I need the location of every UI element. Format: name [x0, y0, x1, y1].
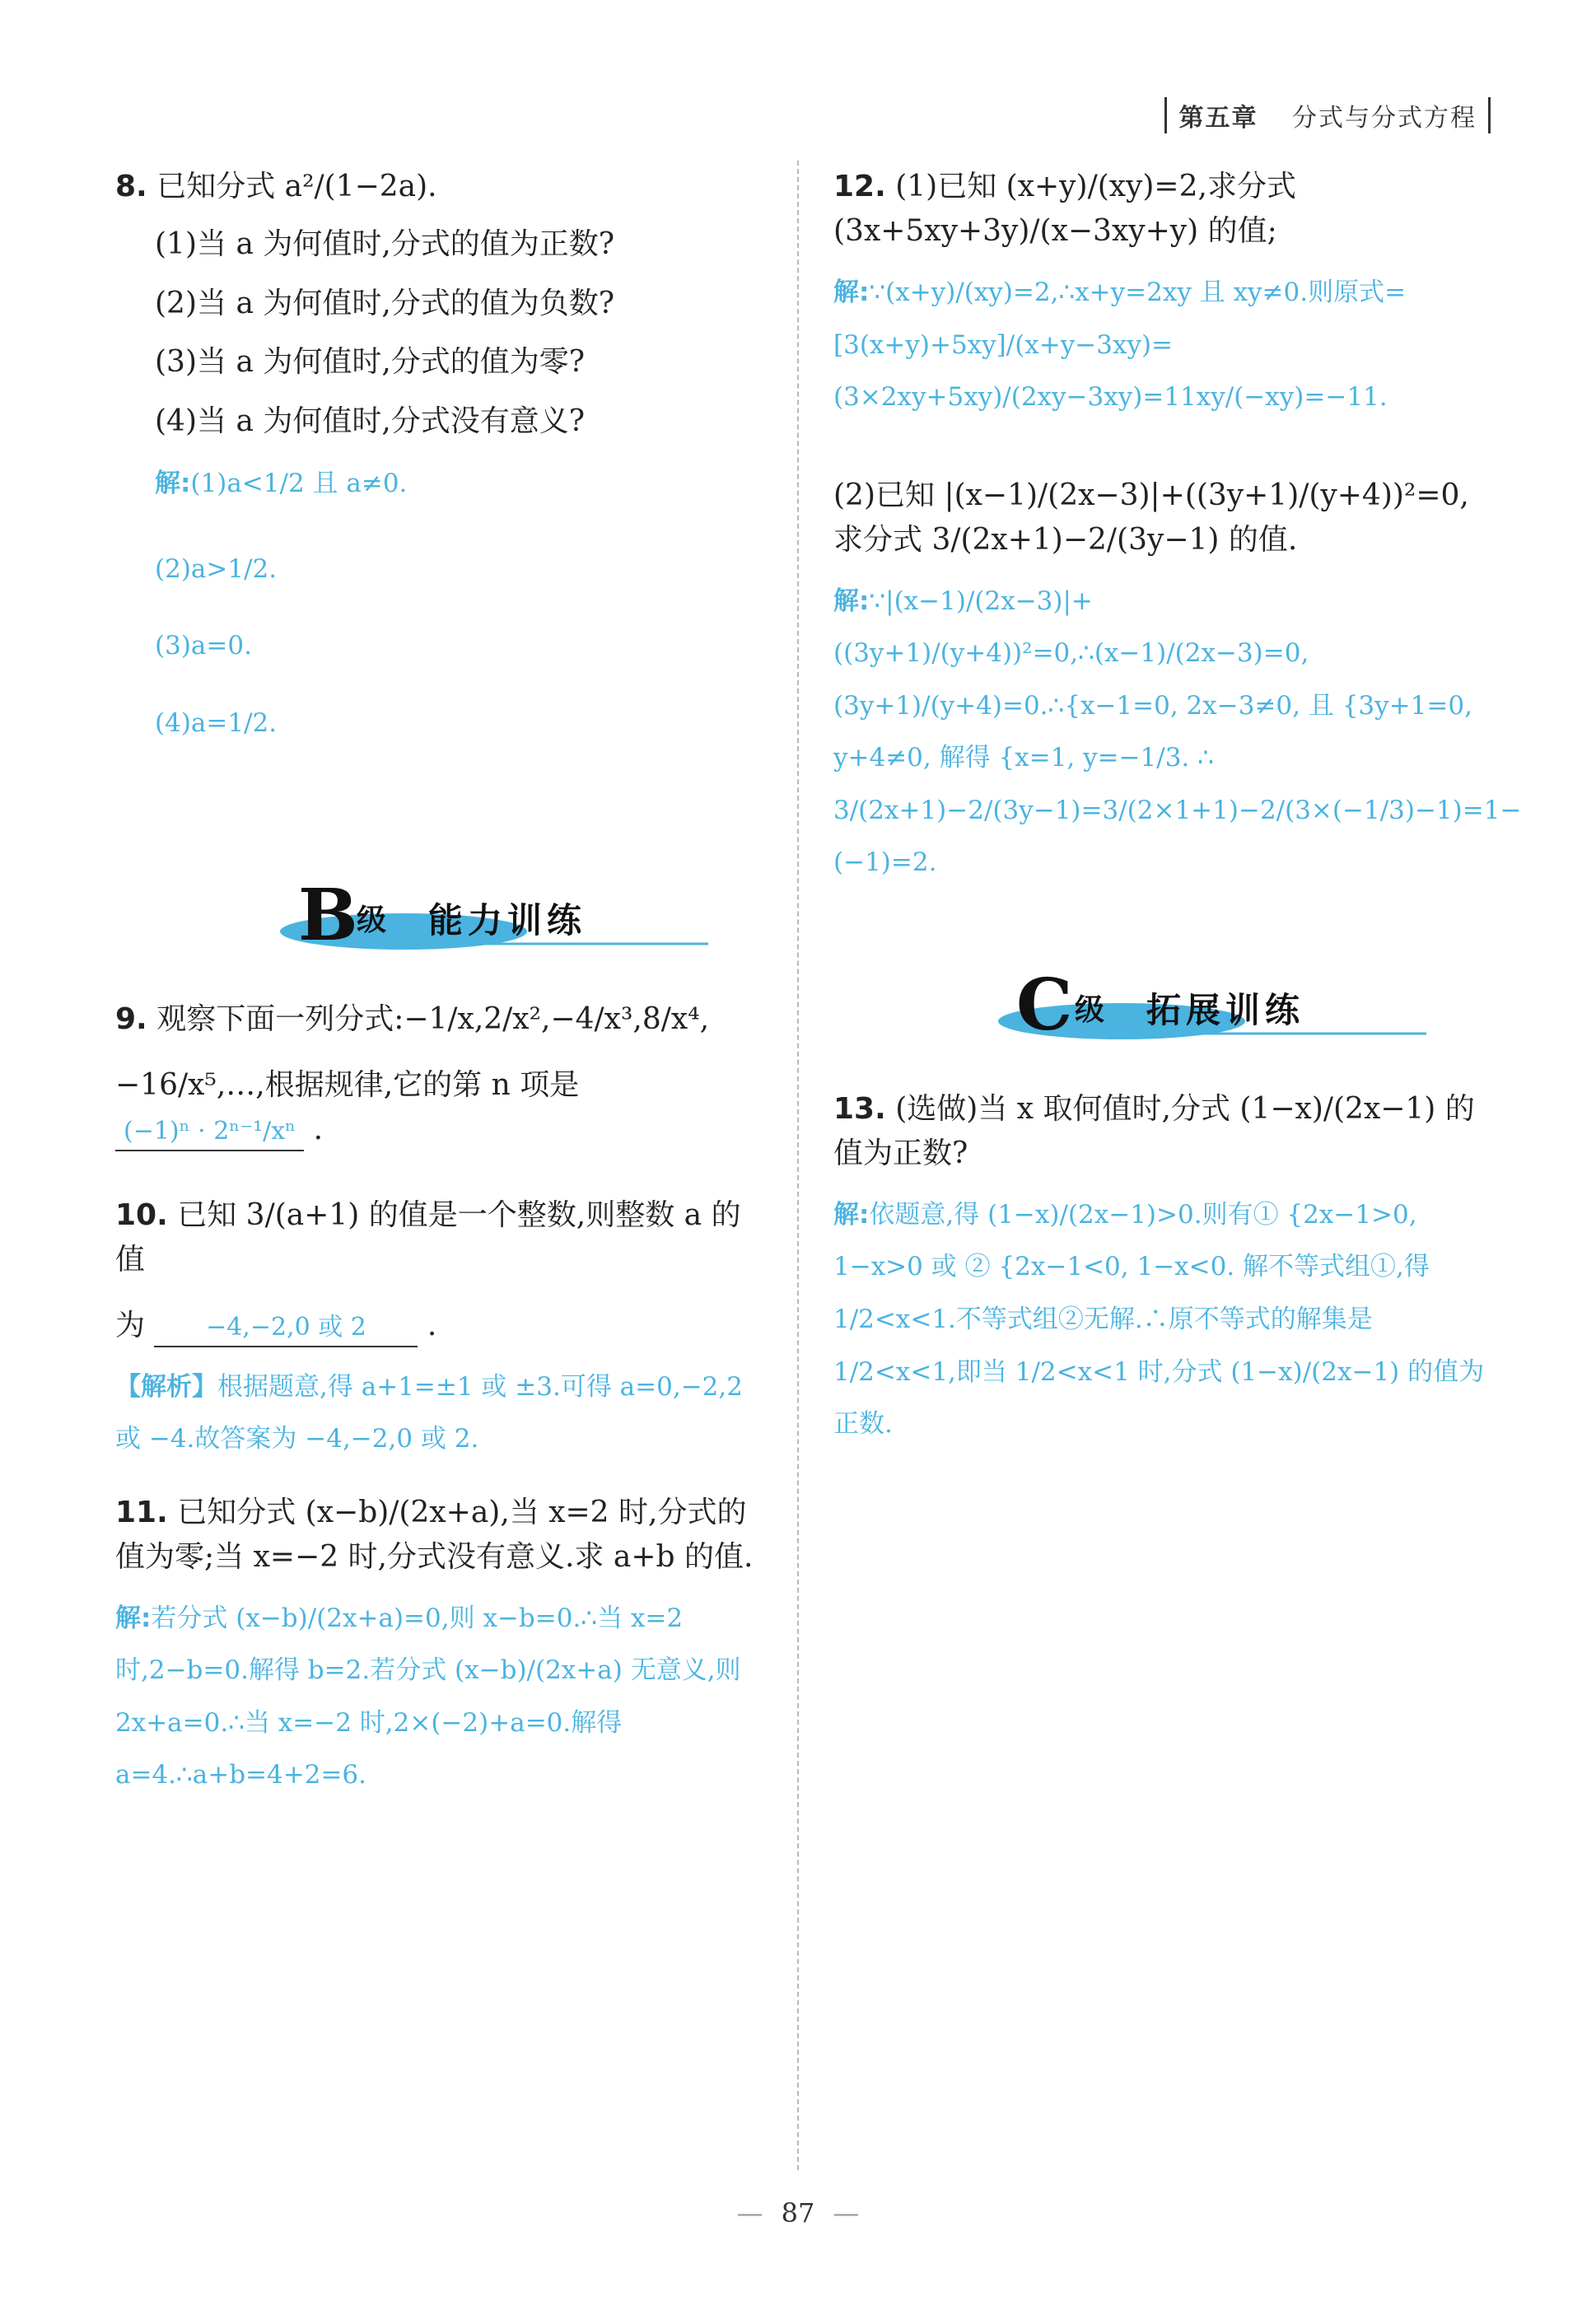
question-8-sub-3: (3)当 a 为何值时,分式的值为零?: [155, 345, 586, 380]
question-stem: 观察下面一列分式:−1/x,2/x²,−4/x³,8/x⁴,: [156, 1001, 710, 1036]
answer-text: 依题意,得 (1−x)/(2x−1)>0.则有① {2x−1>0, 1−x>0 或 ② {2x−1<0, 1−x<0. 解不等式组①,得 1/2<x<1.不等式组②无解.∴原不等式的解集是 1/2<x<1,即当 1/2<x<1 时,分式 (1−x)/(2x−1) 的值为正数.: [833, 1199, 1485, 1440]
question-stem: (1)已知 (x+y)/(xy)=2,求分式 (3x+5xy+3y)/(x−3xy+y) 的值;: [833, 170, 1296, 248]
chapter-title: 分式与分式方程: [1292, 104, 1477, 133]
question-12-part-1: [833, 165, 1492, 254]
page-number: — 87 —: [736, 2197, 860, 2229]
question-stem: 已知分式 (x−b)/(2x+a),当 x=2 时,分式的值为零;当 x=−2 时,分式没有意义.求 a+b 的值.: [115, 1495, 754, 1574]
question-13: [833, 1087, 1492, 1176]
question-10-analysis: [115, 1361, 770, 1466]
answer-4: (4)a=1/2.: [155, 708, 278, 739]
answer-2: (2)a>1/2.: [155, 553, 278, 584]
answer-text: ∵|(x−1)/(2x−3)|+((3y+1)/(y+4))²=0,∴(x−1)/(2x−3)=0,(3y+1)/(y+4)=0.∴{x−1=0, 2x−3≠0, 且 {3y+1=0, y+4≠0, 解得 {x=1, y=−1/3. ∴ 3/(2x+1)−2/(3y−1)=3/(2×1+1)−2/(3×(−1/3)−1)=1−(−1)=2.: [833, 586, 1522, 878]
question-11-answer: [115, 1593, 770, 1802]
level-b-banner: [115, 874, 770, 964]
question-stem-continued: −16/x⁵,…,根据规律,它的第 n 项是: [115, 1067, 580, 1102]
question-12-part-2: (2)已知 |(x−1)/(2x−3)|+((3y+1)/(y+4))²=0,求分式 3/(2x+1)−2/(3y−1) 的值.: [833, 478, 1469, 557]
answer-blank: (−1)ⁿ · 2ⁿ⁻¹/xⁿ: [115, 1113, 304, 1151]
question-number: 9.: [115, 1001, 147, 1036]
question-12-answer-1: [833, 267, 1492, 424]
end-period: .: [313, 1112, 324, 1146]
answer-label: 解:: [833, 1199, 870, 1230]
question-number: 8.: [115, 170, 147, 203]
answer-blank: −4,−2,0 或 2: [154, 1309, 418, 1347]
question-number: 12.: [833, 170, 886, 203]
level-title: 能力训练: [428, 899, 587, 941]
left-column: [115, 165, 770, 1815]
answer-3: (3)a=0.: [155, 631, 252, 661]
question-number: 11.: [115, 1495, 168, 1529]
answer-label: 解:: [115, 1603, 152, 1633]
question-9: [115, 997, 770, 1042]
page-number-value: 87: [781, 2197, 815, 2229]
level-grade: 级: [1075, 992, 1105, 1027]
chapter-header: [1164, 97, 1491, 133]
question-8-answer: [155, 458, 770, 749]
answer-text: ∵(x+y)/(xy)=2,∴x+y=2xy 且 xy≠0.则原式=[3(x+y)+5xy]/(x+y−3xy)=(3×2xy+5xy)/(2xy−3xy)=11xy/(−xy)=−11.: [833, 278, 1407, 413]
level-letter: B: [298, 873, 358, 957]
question-stem-continued: 为: [115, 1308, 146, 1342]
answer-label: 解:: [833, 278, 870, 307]
level-c-banner: [833, 964, 1492, 1054]
question-8: [115, 165, 770, 209]
question-8-sub-2: (2)当 a 为何值时,分式的值为负数?: [155, 286, 615, 320]
column-divider: [797, 161, 799, 2170]
question-8-sub-1: (1)当 a 为何值时,分式的值为正数?: [155, 227, 615, 261]
question-stem: (选做)当 x 取何值时,分式 (1−x)/(2x−1) 的值为正数?: [833, 1091, 1475, 1170]
level-title: 拓展训练: [1146, 989, 1305, 1030]
right-column: [833, 165, 1522, 1464]
question-13-answer: [833, 1189, 1492, 1451]
question-stem: 已知 3/(a+1) 的值是一个整数,则整数 a 的值: [115, 1197, 741, 1277]
analysis-label: 【解析】: [115, 1371, 217, 1402]
analysis-text: 根据题意,得 a+1=±1 或 ±3.可得 a=0,−2,2 或 −4.故答案为 −4,−2,0 或 2.: [115, 1371, 743, 1454]
chapter-number: 第五章: [1178, 104, 1258, 133]
answer-1: (1)a<1/2 且 a≠0.: [190, 469, 408, 499]
end-period: .: [427, 1308, 437, 1342]
question-11: [115, 1491, 770, 1580]
question-number: 10.: [115, 1197, 168, 1232]
question-number: 13.: [833, 1091, 886, 1126]
question-8-sub-4: (4)当 a 为何值时,分式没有意义?: [155, 404, 586, 438]
question-9-line-2: [115, 1063, 770, 1152]
level-grade: 级: [357, 903, 387, 937]
level-letter: C: [1016, 963, 1073, 1047]
question-10-line-2: [115, 1304, 770, 1348]
answer-text: 若分式 (x−b)/(2x+a)=0,则 x−b=0.∴当 x=2 时,2−b=0.解得 b=2.若分式 (x−b)/(2x+a) 无意义,则 2x+a=0.∴当 x=−2 时,2×(−2)+a=0.解得 a=4.∴a+b=4+2=6.: [115, 1603, 741, 1790]
answer-label: 解:: [155, 469, 191, 499]
question-stem: 已知分式 a²/(1−2a).: [156, 170, 437, 203]
question-10: [115, 1193, 770, 1282]
answer-label: 解:: [833, 586, 870, 616]
question-12-answer-2: [833, 576, 1522, 889]
